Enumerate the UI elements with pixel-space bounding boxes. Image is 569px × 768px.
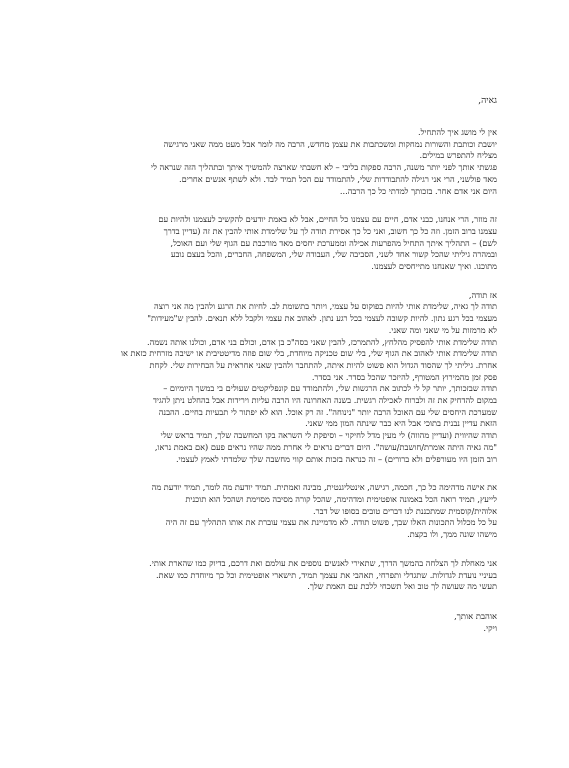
letter-line: מאד פולשני, הרי אני רגילה להתבודדות שלי, להתמודד עם הכל תמיד לבד. ולא לשתף אנשים אחרים. <box>179 173 497 184</box>
letter-line: מתוכנו. ואיך שאנחנו מתייחסים לעצמנו. <box>371 261 497 272</box>
letter-line: לשם) – התהליך איתך התחיל מהפרעות אכילה וממערכת יחסים מאד מורכבת עם הגוף שלי ועם האוכל, <box>170 237 497 248</box>
letter-line: לייעץ, תמיד רואה הכל באמונה אופטימית ומדהימה, שהכל קורה מסיבה מסוימת ושהכל הוא תוכנית <box>185 493 497 504</box>
letter-line: יושבת וכותבת והשורות נמחקות ומשכתבות את עצמן מחדש, הרבה מה לומר אבל מעט ממה שאני מרגישה <box>163 138 497 149</box>
paragraph-reflection <box>62 214 497 273</box>
letter-line: אז תודה, <box>468 289 497 300</box>
letter-line: רוב הזמן היו מעורפלים ולא ברורים) – זה כנראה בזכות אותם קווי מחשבה שלך שלמדתי לאמץ לעצמי. <box>175 453 497 464</box>
letter-line: אחרת. גיליתי לך שהסוד הגדול הוא פשוט להיות איתה, להתחבר ולהבין שאני אחראית על הבחירות שלי. לקחת <box>149 359 497 370</box>
letter-line: מעצמי בכל רגע נתון. להיות קשובה לעצמי בכל רגע נתון. לאהוב את עצמי ולקבל ללא תנאים. להבין ש"מעידות" <box>147 313 497 324</box>
letter-line: אין לי מושג איך להתחיל. <box>417 127 497 137</box>
paragraph-wishes <box>62 558 497 593</box>
letter-line: זה מוזר, הרי אנחנו, כבני אדם, חיים עם עצמנו כל החיים, אבל לא באמת יודעים להקשיב לעצמנו ולהיות עם <box>158 214 497 225</box>
letter-line: תודה שלימדת אותי להפסיק מהלחץ, להתמרכז, להבין שאני בסה"כ בן אדם, וכולם בני אדם, וכולנו אותה נשמה. <box>147 336 497 347</box>
letter-line: תודה שלימדת אותי לאהוב את הגוף שלי, בלי שום טכניקה מיוחדת, בלי שום פוזה מדיטטיבית או ישיבה מזרחית כזאת או <box>120 348 497 359</box>
letter-line: עצמנו ברוב הזמן. וזה כל כך חשוב, ואני כל כך אסירת תודה לך על שלימדת אותי להבין את זה (עדיין בדרך <box>163 225 497 236</box>
letter-line: לא מרמזות על מי שאני ומה שאני. <box>388 324 497 335</box>
letter-line: שמערכת היחסים שלי עם האוכל הרבה יותר "נינוחה". זה רק אוכל. הוא לא יפתור לי תבעיות בחיים. ההבנה <box>158 406 497 417</box>
letter-line: תודה לך גאיה, שלימדת אותי להיות בפוקוס על עצמי, ויותר בתשומת לב. לחיות את הרגע ולהבין מה אני רוצה <box>154 301 497 312</box>
letter-line: במקום להדחיק את זה ולברוח לאכילה רגשית. בשנה האחרונה היו הרבה עליות וירידות אבל בהחלט ניתן להגיד <box>152 395 497 406</box>
letter-line: אלוהית/קוסמית שמתכננת לנו דברים טובים בסופו של דבר. <box>313 505 497 516</box>
letter-line: פסק זמן מהמירוץ המטורף, להיזכר שהכל בסדר. אני בסדר. <box>311 371 497 382</box>
paragraph-praise <box>62 482 497 541</box>
letter-line: תעשי מה שעושה לך טוב ואל תשכחי ללכת עם האמת שלך. <box>307 581 497 592</box>
letter-line: "מה גאיה היתה אומרת/חושבת/עושה". היום דברים נראים לי אחרת ממה שהיו נראים פעם (אם באמת נראו, <box>154 441 497 452</box>
letter-line: מצליח להתפרש במילים. <box>419 150 497 161</box>
letter-line: על כל מכלול התכונות האלו שבך, פשוט תודה. לא מדמיינת את עצמי עוברת את אותו התהליך עם זה היה <box>165 517 497 528</box>
letter-line: מישהו שונה ממך, ולו בקצת. <box>407 529 497 540</box>
paragraph-intro <box>62 127 497 197</box>
signature-name: ויקי. <box>483 622 497 633</box>
closing <box>62 611 497 634</box>
letter-line: את אישה מדהימה כל כך, חכמה, רגישה, אינטליגנטית, מבינה ואמתית. תמיד יודעת מה לומר, תמיד יודעת מה <box>151 482 497 493</box>
letter-line: בעיניי נועדת לגדולות. שתגדלי ותפרחי, תאהבי את עצמך תמיד, תישארי אופטימית וכל כך מיוחדת כמו שאת. <box>156 569 497 580</box>
letter-line: תודה שבזכותך, יותר קל לי לכתוב את הרגשות שלי, ולהתמודד עם קונפליקטים שעולים בי במשך היומיום – <box>163 383 497 394</box>
letter-line: היום אני אדם אחר. בזכותך למדתי כל כך הרבה... <box>339 185 497 196</box>
letter-line: ובמהרה גיליתי שהכל קשור אחד לשני, הסביבה שלי, העבודה שלי, המשפחה, החברים, והכל בעצם נובע <box>170 249 497 260</box>
closing-phrase: אוהבת אותך, <box>454 610 497 621</box>
greeting: גאיה, <box>478 96 497 106</box>
letter-line: הזאת עדיין נבנית בתוכי אבל היא כבר שינתה המון ממי שאני. <box>305 418 497 429</box>
paragraph-thanks <box>62 290 497 466</box>
letter-line: תודה שהיווית (ועדיין מהווה) לי מעין מדל לחיקוי – וסיפקת לי השראה בקו המחשבה שלך, תמיד בראש שלי <box>160 430 497 441</box>
letter-line: פגשתי אותך לפני יותר משנה, הרבה ספקות בליבי – לא חשבתי שארצה להמשיך איתך ובתהליך הזה שנראה לי <box>150 162 497 173</box>
letter-line: אני מאחלת לך הצלחה בהמשך הדרך, שתאירי לאנשים נוספים את עולמם ואת דרכם, בדיוק כמו שהארת אותי. <box>149 557 497 568</box>
